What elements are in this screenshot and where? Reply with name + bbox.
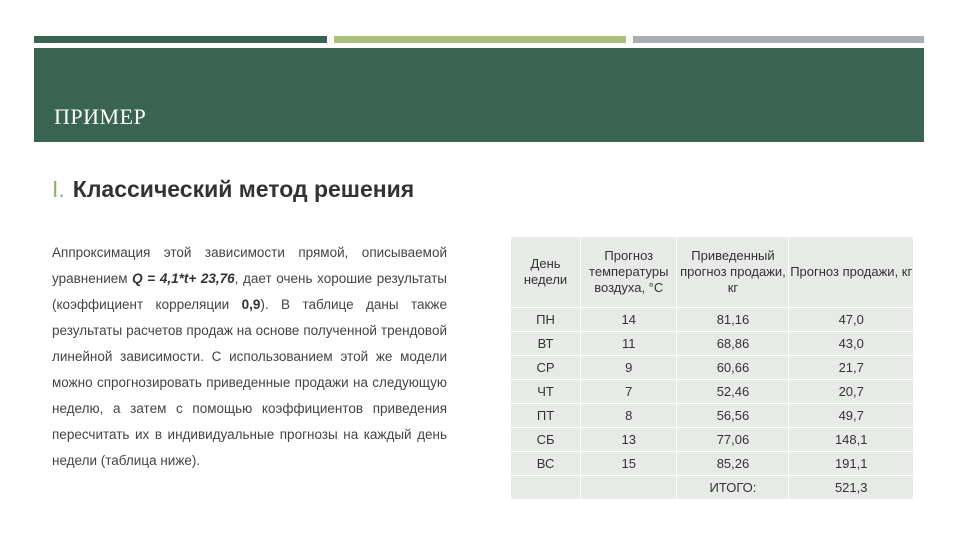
accent-bar-gray bbox=[633, 36, 924, 43]
section-heading bbox=[52, 176, 414, 203]
forecast-table bbox=[510, 236, 914, 500]
table-cell: 11 bbox=[581, 332, 677, 356]
table-cell: 148,1 bbox=[789, 428, 914, 452]
table-row bbox=[511, 356, 914, 380]
total-value: 521,3 bbox=[789, 476, 914, 500]
header-day: День недели bbox=[511, 237, 581, 308]
header-temp: Прогноз температуры воздуха, °С bbox=[581, 237, 677, 308]
table-cell: 49,7 bbox=[789, 404, 914, 428]
table-cell: 60,66 bbox=[677, 356, 789, 380]
table-cell: 8 bbox=[581, 404, 677, 428]
table-row bbox=[511, 380, 914, 404]
table-row bbox=[511, 428, 914, 452]
paragraph-text-1: Аппроксимация этой зависимости прямой, описываемой уравнением bbox=[52, 245, 447, 286]
title-banner bbox=[34, 48, 924, 142]
table-row bbox=[511, 404, 914, 428]
body-paragraph bbox=[52, 240, 447, 474]
table-cell: 43,0 bbox=[789, 332, 914, 356]
table-cell: 14 bbox=[581, 308, 677, 332]
table-cell: ВТ bbox=[511, 332, 581, 356]
table-cell: ПН bbox=[511, 308, 581, 332]
total-label: ИТОГО: bbox=[677, 476, 789, 500]
heading-text: Классический метод решения bbox=[72, 176, 415, 202]
paragraph-text-3: ). В таблице даны также результаты расчетов продаж на основе полученной трендовой линейной зависимости. С использованием этой же модели можно спрогнозировать приведенные продажи на следующую неделю, а затем с помощью коэффициентов приведения пересчитать их в индивидуальные прогнозы на каждый день недели (таблица ниже). bbox=[52, 297, 447, 468]
table-cell: 77,06 bbox=[677, 428, 789, 452]
accent-bar-green bbox=[34, 36, 327, 43]
table-cell: 9 bbox=[581, 356, 677, 380]
table-cell-empty bbox=[511, 476, 581, 500]
table-cell: 52,46 bbox=[677, 380, 789, 404]
correlation-coefficient: 0,9 bbox=[241, 297, 261, 312]
header-sales-forecast: Прогноз продажи, кг bbox=[789, 237, 914, 308]
table-cell: ПТ bbox=[511, 404, 581, 428]
table-row bbox=[511, 452, 914, 476]
table-cell: 68,86 bbox=[677, 332, 789, 356]
table-cell: 191,1 bbox=[789, 452, 914, 476]
table-total-row bbox=[511, 476, 914, 500]
table-cell: 85,26 bbox=[677, 452, 789, 476]
table-cell: СБ bbox=[511, 428, 581, 452]
table-cell: ЧТ bbox=[511, 380, 581, 404]
table-cell: 21,7 bbox=[789, 356, 914, 380]
table-cell: 47,0 bbox=[789, 308, 914, 332]
table-cell: 20,7 bbox=[789, 380, 914, 404]
table-cell: ВС bbox=[511, 452, 581, 476]
table-cell-empty bbox=[581, 476, 677, 500]
table-row bbox=[511, 332, 914, 356]
table-cell: 15 bbox=[581, 452, 677, 476]
heading-number: I. bbox=[52, 176, 65, 202]
accent-bar-lime bbox=[334, 36, 626, 43]
table-cell: 56,56 bbox=[677, 404, 789, 428]
header-adjusted-forecast: Приведенный прогноз продажи, кг bbox=[677, 237, 789, 308]
table-cell: 7 bbox=[581, 380, 677, 404]
table-cell: СР bbox=[511, 356, 581, 380]
table-cell: 81,16 bbox=[677, 308, 789, 332]
table-row bbox=[511, 308, 914, 332]
slide-title: ПРИМЕР bbox=[54, 104, 147, 129]
equation: Q = 4,1*t+ 23,76 bbox=[132, 271, 235, 286]
table-cell: 13 bbox=[581, 428, 677, 452]
table-header-row bbox=[511, 237, 914, 308]
paragraph-text-2: , дает очень хорошие результаты (коэффициент корреляции bbox=[52, 271, 447, 312]
